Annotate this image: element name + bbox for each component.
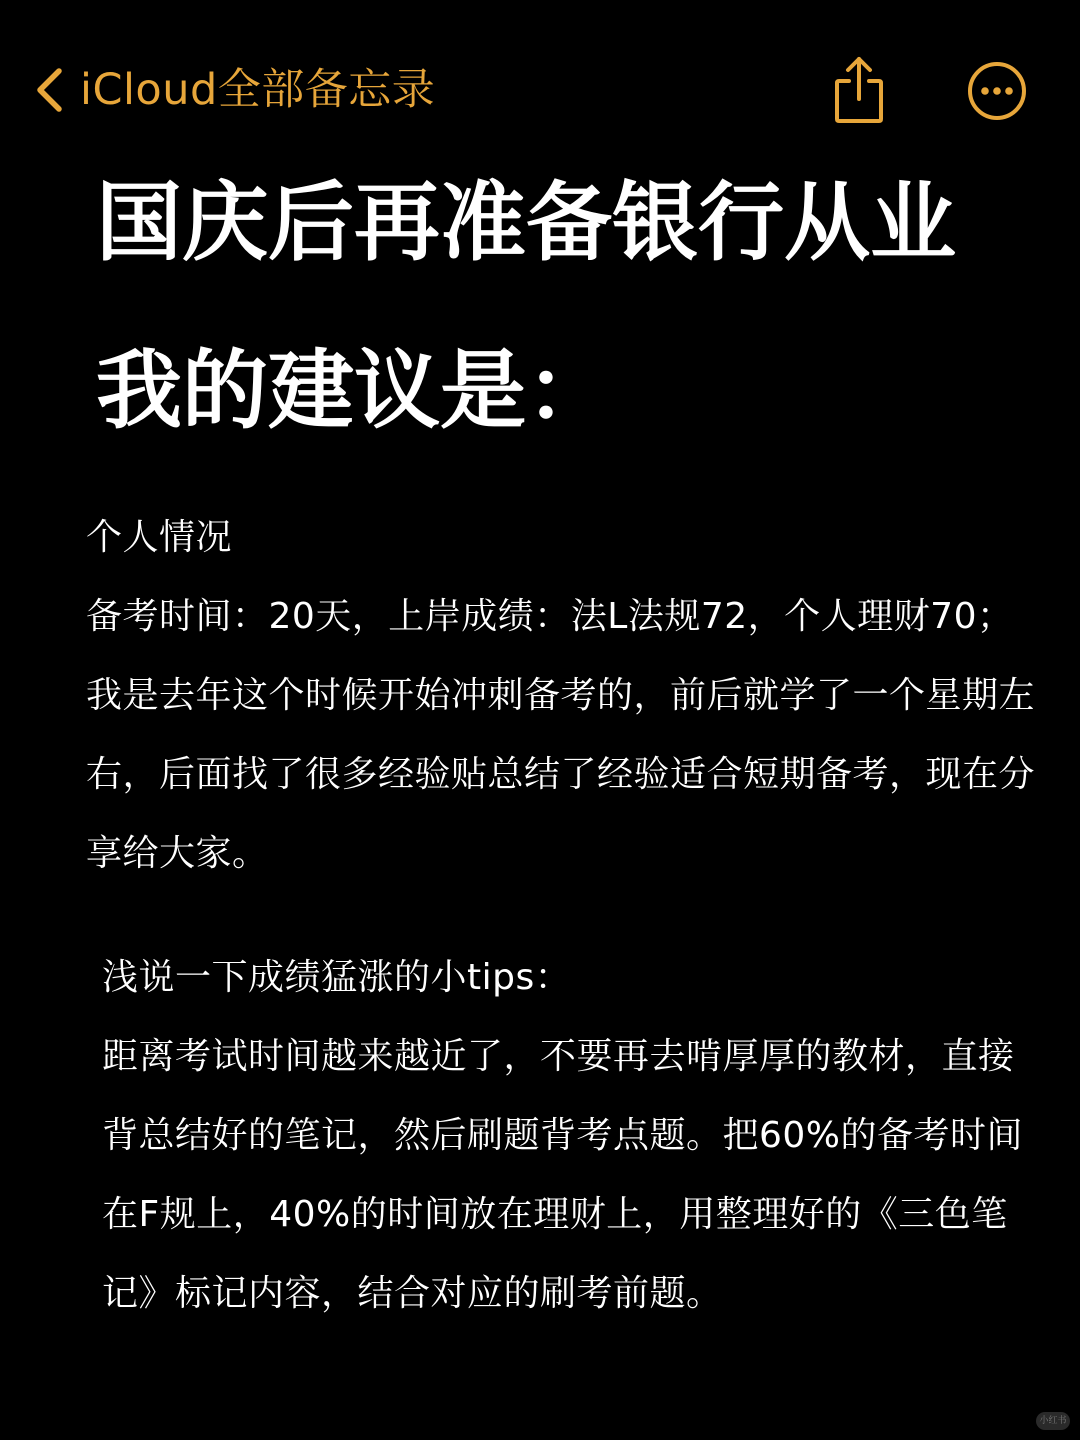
note-title-line: 国庆后再准备银行从业 — [96, 173, 956, 273]
more-button[interactable] — [966, 60, 1028, 122]
chevron-left-icon — [30, 62, 68, 118]
ellipsis-circle-icon — [966, 60, 1028, 122]
section-paragraph: 距离考试时间越来越近了，不要再去啃厚厚的教材，直接背总结好的笔记，然后刷题背考点题。把60%的备考时间在F规上，40%的时间放在理财上，用整理好的《三色笔记》标记内容，结合对应的刷考前题。 — [102, 1036, 1024, 1314]
back-button[interactable] — [30, 58, 435, 122]
note-title-line: 我的建议是： — [96, 341, 612, 441]
section-heading: 浅说一下成绩猛涨的小tips： — [102, 957, 572, 998]
note-section-tips — [102, 938, 1032, 1333]
section-paragraph: 备考时间：20天，上岸成绩：法L法规72，个人理财70；我是去年这个时候开始冲刺备考的，前后就学了一个星期左右，后面找了很多经验贴总结了经验适合短期备考，现在分享给大家。 — [86, 596, 1036, 874]
back-button-label: iCloud全部备忘录 — [80, 65, 436, 115]
section-heading: 个人情况 — [86, 517, 233, 558]
navigation-bar — [0, 0, 1080, 180]
note-title — [96, 173, 1056, 441]
note-section-personal — [86, 498, 1044, 893]
watermark-text: 小红书 — [1039, 1416, 1067, 1426]
share-button[interactable] — [826, 54, 892, 124]
share-icon — [826, 54, 892, 124]
watermark-logo — [1036, 1412, 1070, 1430]
